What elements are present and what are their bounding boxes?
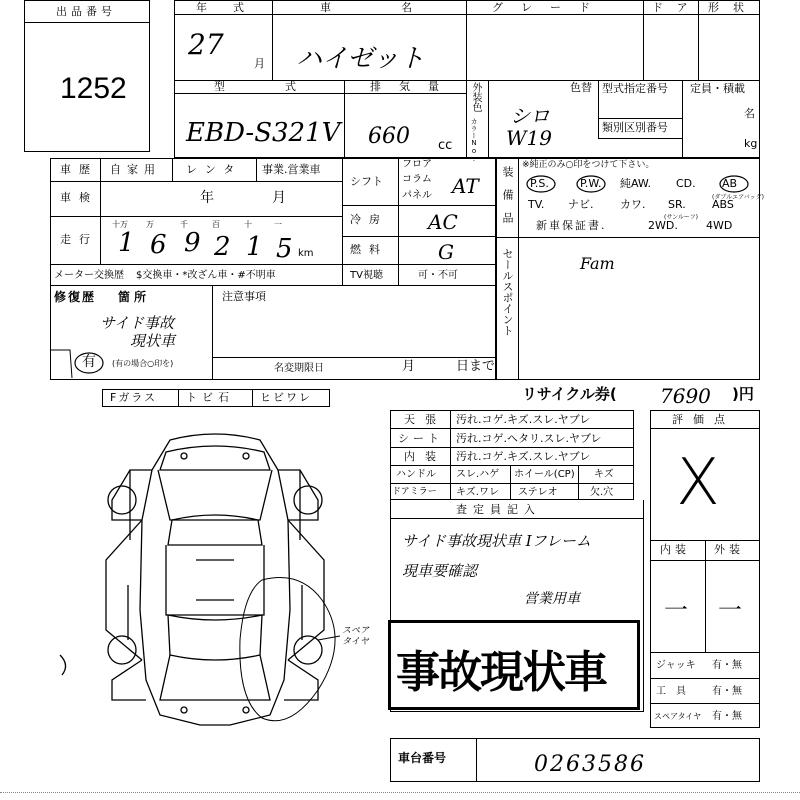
- equipment-note: ※純正のみ○印をつけて下さい。: [522, 160, 655, 170]
- inspection-year-unit: 年: [200, 190, 214, 206]
- meter-label: メーター交換歴: [54, 270, 124, 281]
- interior-values: 汚れ.コゲ.キズ.スレ.ヤブレ: [456, 450, 591, 463]
- history-rental: レンタ: [186, 163, 243, 176]
- meter-options: $交換車・*改ざん車・#不明車: [136, 270, 276, 281]
- exterior-color: シロ: [510, 104, 550, 128]
- score-exterior-label: 外装: [714, 543, 744, 556]
- spare-tire-note: スペア タイヤ: [342, 626, 370, 647]
- tv-label: TV視聴: [350, 270, 383, 281]
- history-private: 自家用: [110, 163, 161, 176]
- mirror-v3: 欠.穴: [590, 487, 614, 498]
- chassis-value: 0263586: [534, 752, 646, 777]
- handle-v2: ホイール(CP): [514, 469, 575, 480]
- repair-has-sub: (有の場合○印を): [112, 359, 174, 368]
- shift-label: シフト: [350, 175, 383, 188]
- equip-ab: AB: [722, 177, 738, 190]
- equip-tv: TV.: [528, 198, 545, 211]
- color-change-label: 色替: [570, 81, 592, 94]
- chassis-label: 車台番号: [398, 751, 447, 765]
- tools-label: 工具: [656, 686, 696, 697]
- handle-v3: キズ: [594, 469, 614, 480]
- score-exterior-value: 一: [718, 596, 742, 624]
- exterior-label: 外装色: [470, 82, 481, 112]
- score-label: 評価点: [672, 413, 735, 426]
- mirror-label: ドアミラー: [392, 487, 437, 497]
- displacement-unit: cc: [438, 138, 453, 153]
- type-designation-label: 型式指定番号: [602, 82, 668, 95]
- deadline-label: 名変期限日: [274, 363, 324, 374]
- glass-label: Fガラス: [110, 391, 157, 404]
- mileage-label: 走行: [60, 233, 98, 246]
- capacity-kg-unit: kg: [744, 137, 758, 150]
- exterior-sub-label: カラーNo.: [470, 118, 478, 163]
- inspector-line-3: 営業用車: [524, 591, 580, 607]
- shape-label: 形状: [708, 1, 758, 14]
- handle-v1: スレ.ハゲ: [456, 469, 500, 480]
- repair-location-label: 箇所: [118, 290, 151, 304]
- inspector-line-1: サイド事故現状車 Iフレーム: [402, 532, 592, 550]
- mirror-v2: ステレオ: [518, 487, 558, 498]
- inspection-month-unit: 月: [272, 190, 286, 206]
- inspection-label: 車検: [60, 191, 98, 204]
- category-label: 類別区別番号: [602, 121, 668, 134]
- glass-crack: ヒビワレ: [260, 391, 312, 404]
- equip-navi: ナビ.: [568, 198, 594, 211]
- history-label: 車歴: [60, 163, 98, 176]
- equip-sr-sub: (サンルーフ): [664, 214, 698, 221]
- floor-label: フロア: [402, 159, 432, 170]
- seat-values: 汚れ.コゲ.ヘタリ.スレ.ヤブレ: [456, 432, 602, 445]
- score-interior-label: 内装: [660, 543, 690, 556]
- tools-value: 有・無: [712, 686, 742, 697]
- ceiling-values: 汚れ.コゲ.キズ.スレ.ヤブレ: [456, 413, 591, 426]
- column-label: コラム: [402, 174, 432, 185]
- fuel-label: 燃料: [350, 243, 388, 256]
- equip-warranty: 新車保証書.: [536, 219, 607, 232]
- year-label: 年式: [196, 1, 270, 14]
- model-value: EBD-S321V: [186, 118, 341, 148]
- capacity-person-unit: 名: [744, 107, 755, 120]
- model-label: 型式: [214, 80, 356, 93]
- lot-number: 1252: [60, 72, 127, 105]
- inspector-line-2: 現車要確認: [402, 562, 478, 580]
- equip-abs: ABS: [712, 198, 734, 211]
- equip-pw: P.W.: [580, 177, 602, 190]
- sales-point-value: Fam: [580, 254, 615, 273]
- inspector-label: 査定員記入: [456, 503, 541, 516]
- lot-label: 出品番号: [56, 5, 116, 18]
- equipment-label: 装備品: [501, 166, 514, 235]
- exterior-color-code: W19: [506, 126, 553, 150]
- jack-label: ジャッキ: [656, 660, 696, 671]
- history-business: 事業.営業車: [262, 163, 321, 176]
- door-label: ドア: [652, 1, 702, 14]
- equip-cd: CD.: [676, 177, 696, 190]
- score-interior-value: 一: [664, 596, 688, 624]
- fuel-value: G: [438, 240, 454, 264]
- accident-stamp-text: 事故現状車: [396, 647, 606, 698]
- grade-label: グレード: [492, 1, 608, 14]
- spare-label: スペアタイヤ: [654, 712, 702, 721]
- tv-value: 可・不可: [418, 270, 458, 281]
- glass-chip: トビ石: [186, 391, 234, 404]
- name-label: 車名: [320, 1, 482, 14]
- equip-ps: P.S.: [530, 177, 549, 190]
- handle-label: ハンドル: [396, 469, 436, 480]
- repair-has: 有: [82, 354, 96, 370]
- equip-2wd: 2WD.: [648, 219, 678, 232]
- score-value: X: [676, 446, 720, 520]
- recycle-unit: )円: [732, 385, 754, 403]
- mileage-km: km: [298, 248, 314, 259]
- ceiling-label: 天張: [404, 413, 446, 426]
- equip-4wd: 4WD: [706, 219, 733, 232]
- deadline-month-unit: 月: [402, 359, 416, 374]
- repair-note-1: サイド事故: [100, 314, 174, 332]
- equip-sr: SR.: [668, 198, 686, 211]
- spare-value: 有・無: [712, 711, 742, 722]
- mirror-v1: キズ.ワレ: [456, 487, 499, 498]
- repair-label: 修復歴: [54, 290, 97, 304]
- panel-label: パネル: [402, 190, 432, 201]
- deadline-day-unit: 日まで: [456, 359, 496, 374]
- car-name: ハイゼット: [296, 44, 425, 74]
- year-value: 27: [188, 28, 224, 61]
- equip-ab-sub: (ダブルエアバッグ): [712, 194, 764, 201]
- recycle-label: リサイクル券(: [522, 385, 617, 403]
- caution-label: 注意事項: [222, 290, 266, 303]
- month-unit: 月: [254, 57, 265, 70]
- sales-point-label: セールスポイント: [501, 248, 514, 336]
- capacity-label: 定員・積載: [690, 82, 745, 95]
- equip-leather: カワ.: [620, 198, 646, 211]
- shift-value: AT: [452, 174, 479, 198]
- recycle-value: 7690: [660, 384, 711, 408]
- interior-label: 内装: [404, 450, 446, 463]
- ac-value: AC: [428, 210, 458, 234]
- displacement-value: 660: [368, 124, 410, 149]
- displacement-label: 排気量: [370, 80, 457, 93]
- seat-label: シート: [398, 432, 443, 445]
- repair-note-2: 現状車: [130, 332, 176, 350]
- jack-value: 有・無: [712, 660, 742, 671]
- ac-label: 冷房: [350, 213, 388, 226]
- equip-aw: 純AW.: [620, 177, 652, 190]
